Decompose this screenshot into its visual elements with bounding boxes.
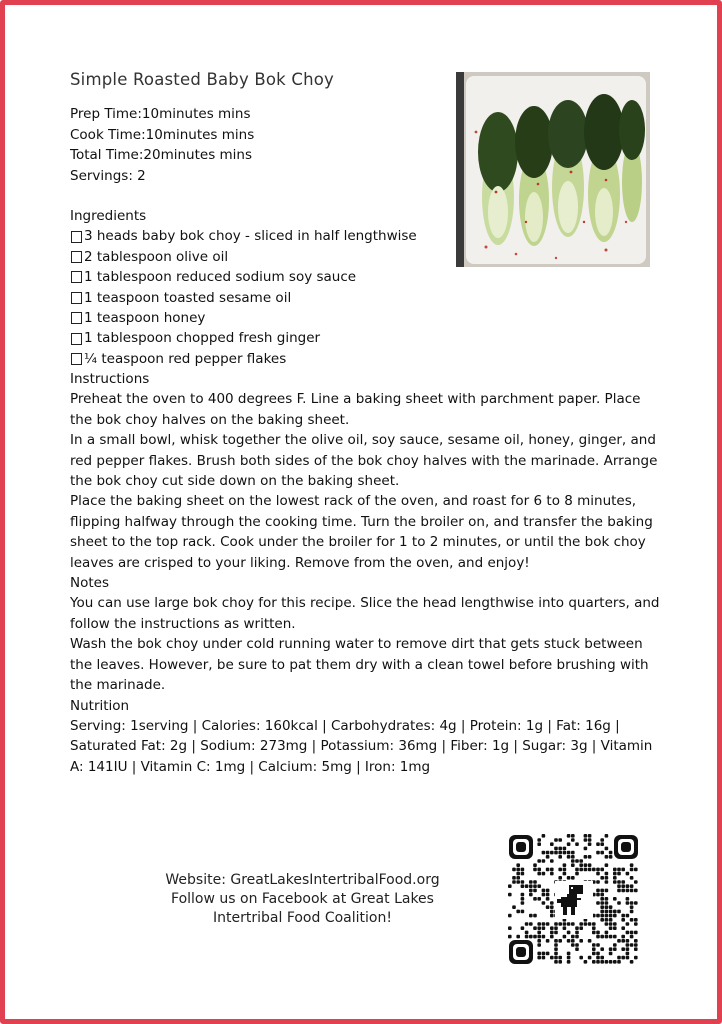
ingredient-checkbox[interactable] [71,271,82,283]
cook-time: Cook Time:10minutes mins [70,126,255,143]
ingredients-section [70,206,417,369]
ingredient-label: 1 teaspoon honey [84,310,206,327]
ingredient-label: ¼ teaspoon red pepper flakes [84,350,287,367]
footer-contact [120,871,485,928]
instruction-step: In a small bowl, whisk together the olive oil, soy sauce, sesame oil, honey, ginger, and red pepper flakes. Brush both sides of the bok choy halves with the marinade. Arrange the bok choy cut side down on the baking sheet. [70,432,658,490]
prep-time: Prep Time:10minutes mins [70,106,251,122]
recipe-meta [70,104,254,186]
nutrition-heading: Nutrition [70,697,130,714]
ingredient-item [70,349,417,369]
website-link[interactable]: Website: GreatLakesIntertribalFood.org [165,872,440,888]
ingredient-item [70,226,417,246]
instructions-heading: Instructions [70,371,150,387]
instruction-step: Place the baking sheet on the lowest rack of the oven, and roast for 6 to 8 minutes, flipping halfway through the cooking time. Turn the broiler on, and transfer the baking sheet to the top rack. Cook under the broiler for 1 to 2 minutes, or until the bok choy leaves are crisped to your liking. Remove from the oven, and enjoy! [70,493,653,571]
ingredients-heading: Ingredients [70,208,147,224]
notes-heading: Notes [70,575,109,592]
ingredient-item [70,308,417,328]
ingredient-label: 2 tablespoon olive oil [84,248,229,265]
ingredient-checkbox[interactable] [71,353,82,365]
facebook-line-2: Intertribal Food Coalition! [213,910,392,926]
ingredient-checkbox[interactable] [71,292,82,304]
ingredient-item [70,267,417,287]
ingredient-label: 1 teaspoon toasted sesame oil [84,289,292,306]
ingredient-label: 3 heads baby bok choy - sliced in half lengthwise [84,228,417,245]
ingredient-label: 1 tablespoon reduced sodium soy sauce [84,269,357,286]
ingredient-item [70,328,417,348]
ingredient-checkbox[interactable] [71,312,82,324]
servings: Servings: 2 [70,167,146,184]
note-item: You can use large bok choy for this recipe. Slice the head lengthwise into quarters, and follow the instructions as written. [70,595,660,632]
roasted-bok-choy-photo [456,72,650,267]
ingredient-checkbox[interactable] [71,231,82,243]
instruction-step: Preheat the oven to 400 degrees F. Line a baking sheet with parchment paper. Place the bok choy halves on the baking sheet. [70,391,641,428]
ingredient-item [70,288,417,308]
ingredient-label: 1 tablespoon chopped fresh ginger [84,330,321,347]
ingredient-checkbox[interactable] [71,251,82,263]
recipe-title: Simple Roasted Baby Bok Choy [70,70,335,89]
nutrition-facts: Serving: 1serving | Calories: 160kcal | Carbohydrates: 4g | Protein: 1g | Fat: 16g | Saturated Fat: 2g | Sodium: 273mg | Potassium: 36mg | Fiber: 1g | Sugar: 3g | Vitamin A: 141IU | Vitamin C: 1mg | Calcium: 5mg | Iron: 1mg [70,717,653,775]
total-time: Total Time:20minutes mins [70,147,253,163]
qr-code-with-dinosaur-icon [507,833,640,966]
ingredient-checkbox[interactable] [71,333,82,345]
ingredient-item [70,247,417,267]
note-item: Wash the bok choy under cold running water to remove dirt that gets stuck between the leaves. However, be sure to pat them dry with a clean towel before brushing with the marinade. [70,636,649,694]
recipe-body [70,369,660,777]
facebook-line-1: Follow us on Facebook at Great Lakes [171,891,434,907]
